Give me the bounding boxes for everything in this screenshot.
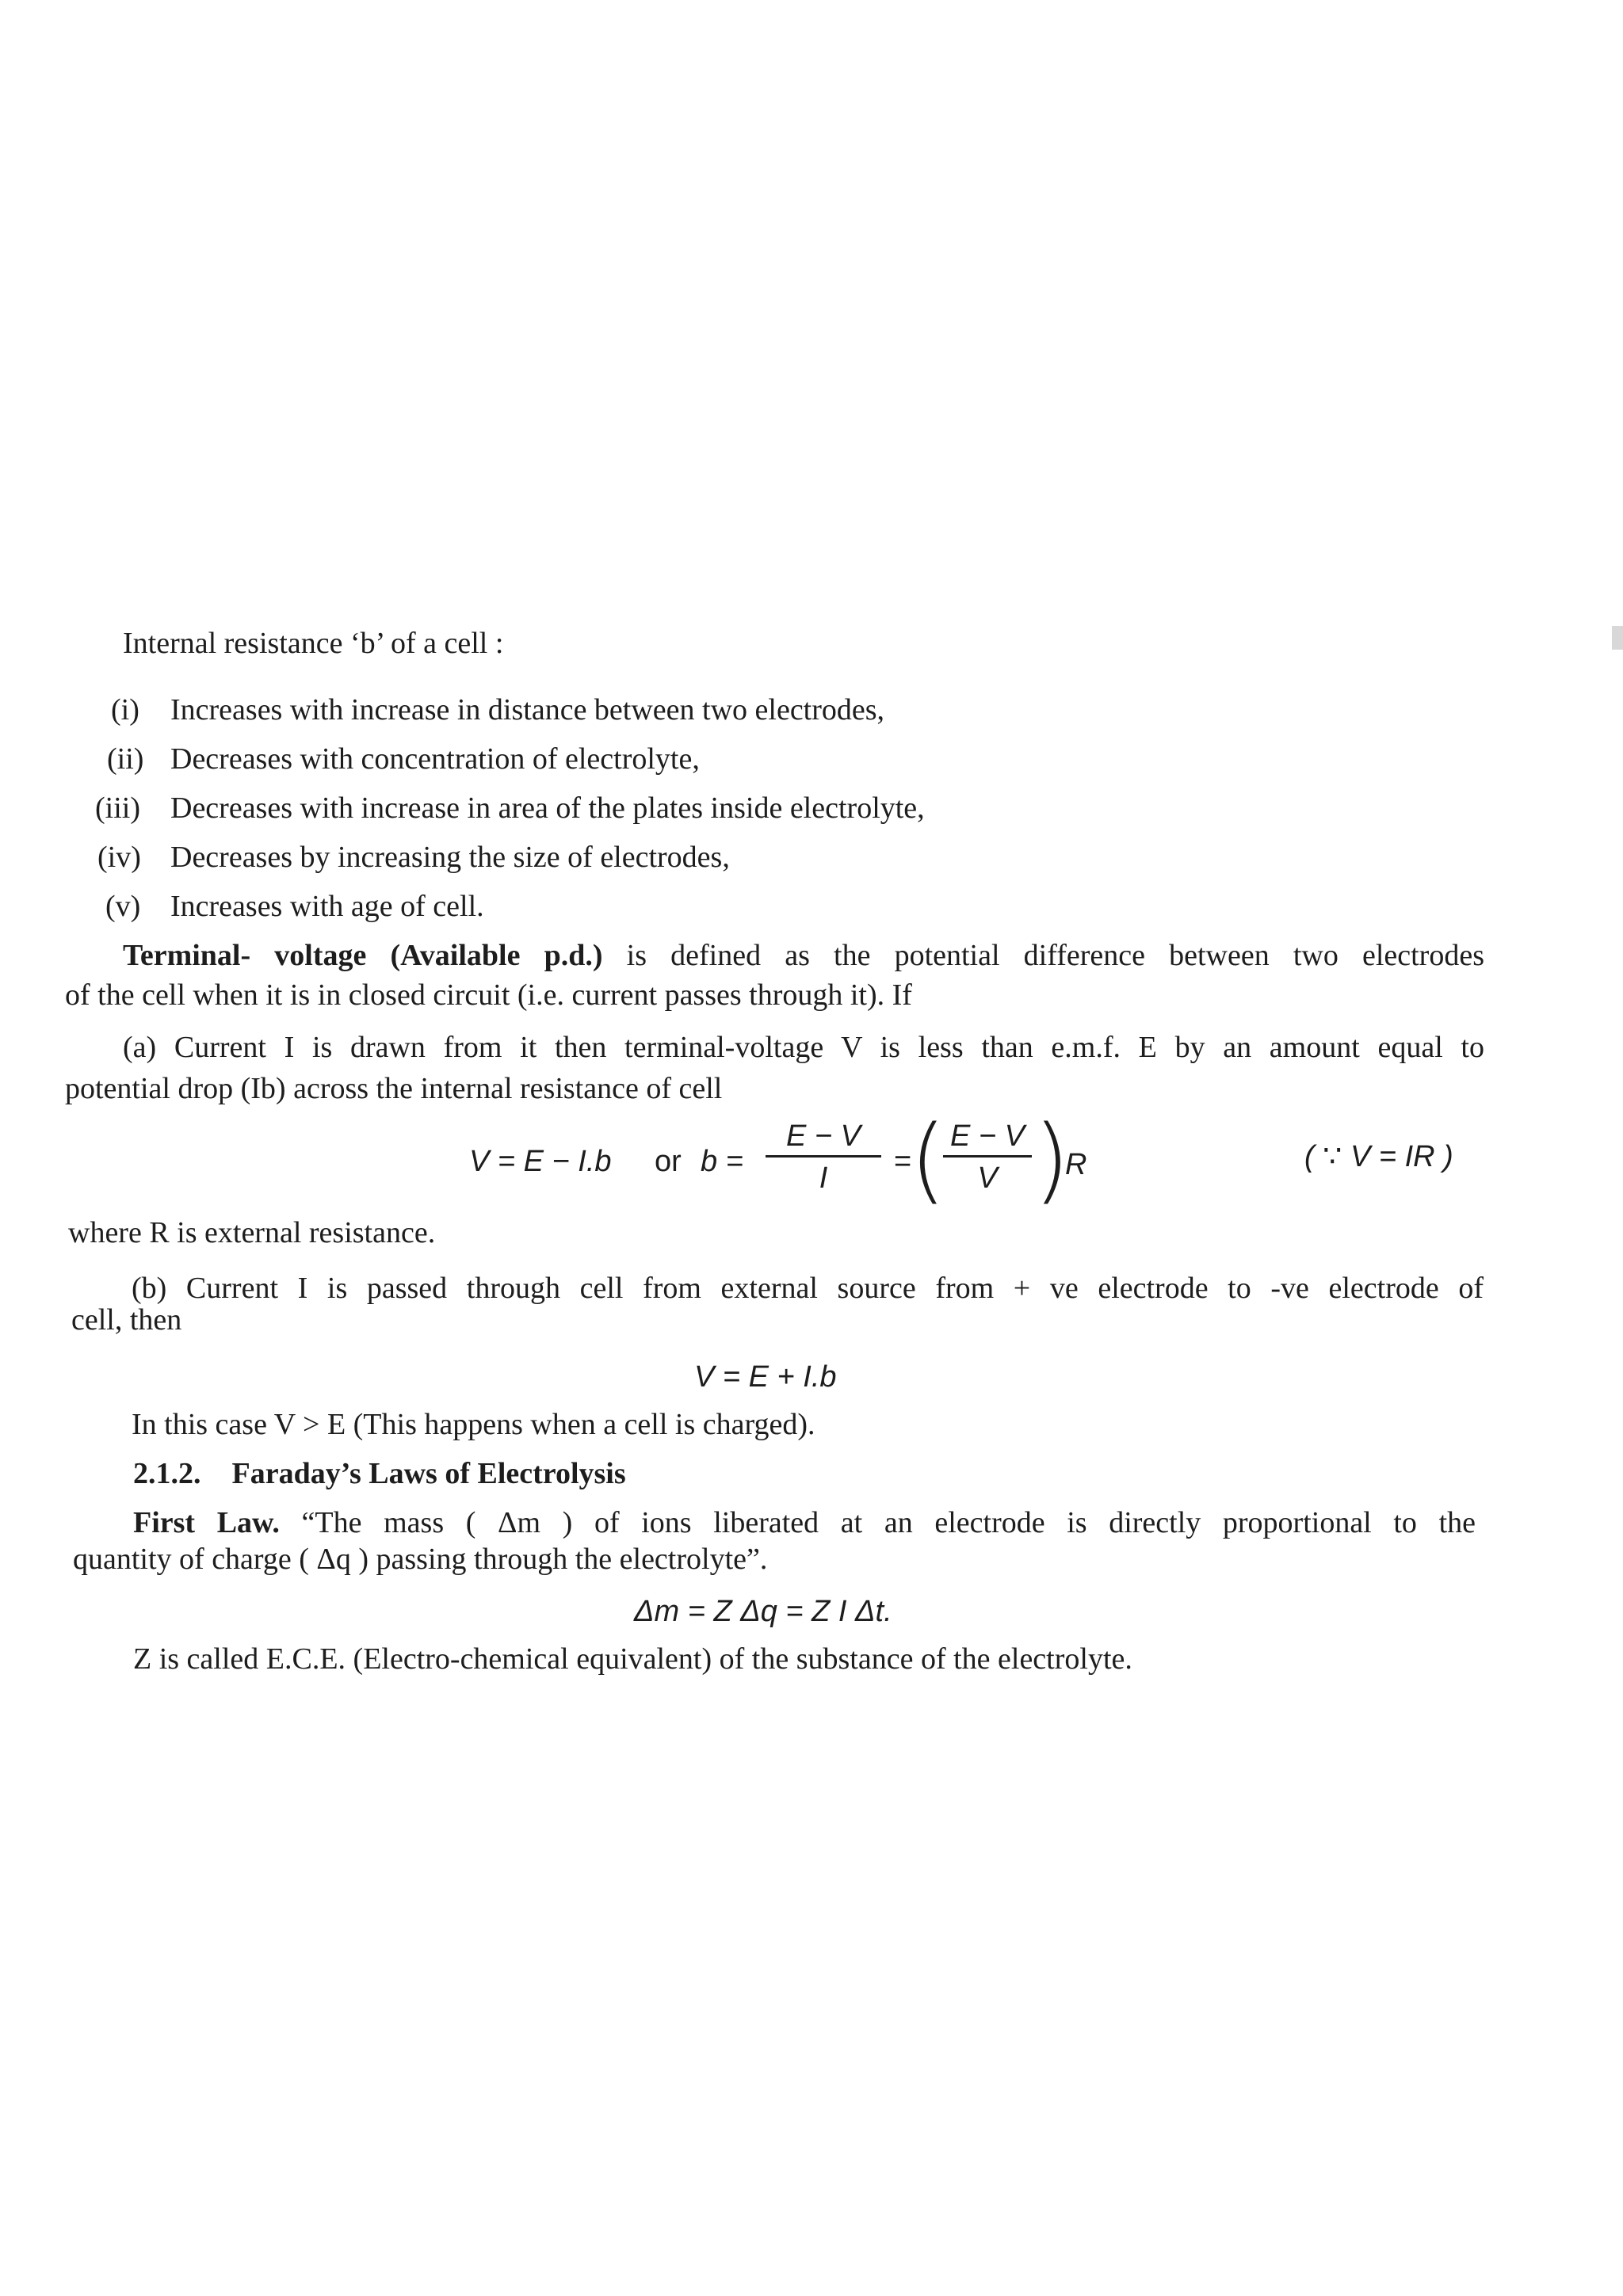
first-law-line-1	[133, 1504, 1476, 1542]
first-law-line-2: quantity of charge ( Δq ) passing through the electrolyte”.	[73, 1543, 768, 1576]
equation-lhs: V = E − I.b	[469, 1145, 612, 1178]
list-item-text: Increases with age of cell.	[170, 890, 484, 923]
list-item	[111, 691, 139, 729]
equation-note: ( ∵ V = IR )	[1304, 1140, 1453, 1173]
right-parenthesis: )	[1033, 1104, 1071, 1214]
section-heading	[133, 1455, 626, 1493]
list-item	[105, 887, 140, 925]
terminal-voltage-term: Terminal- voltage (Available p.d.)	[123, 939, 603, 972]
list-item-number: (v)	[105, 890, 141, 923]
list-item	[95, 789, 140, 827]
ece-definition: Z is called E.C.E. (Electro-chemical equivalent) of the substance of the electrolyte.	[133, 1642, 1132, 1676]
first-law-statement: “The mass ( Δm ) of ions liberated at an electrode is directly proportional to the	[301, 1506, 1476, 1539]
equation-or: or	[655, 1145, 682, 1178]
equation-equals: =	[894, 1145, 912, 1178]
fraction-numerator: E − V	[786, 1119, 861, 1153]
fraction-denominator: V	[977, 1161, 998, 1195]
fraction-e-minus-v-over-v	[943, 1119, 1032, 1196]
terminal-voltage-definition: is defined as the potential difference between two electrodes	[626, 939, 1484, 972]
terminal-voltage-line-1	[123, 936, 1484, 974]
list-item-number: (ii)	[107, 742, 144, 776]
equation-charging: V = E + I.b	[694, 1360, 837, 1394]
list-item-text: Increases with increase in distance between two electrodes,	[170, 693, 885, 727]
fraction-bar	[943, 1155, 1032, 1158]
scan-edge-mark	[1612, 626, 1623, 650]
list-item	[97, 838, 141, 876]
list-item-text: Decreases by increasing the size of electrodes,	[170, 841, 730, 874]
external-resistance-note: where R is external resistance.	[68, 1216, 436, 1249]
fraction-bar	[766, 1155, 881, 1158]
list-item-number: (iv)	[97, 841, 141, 874]
fraction-numerator: E − V	[950, 1119, 1025, 1153]
equation-b-equals: b =	[701, 1145, 743, 1178]
list-item-text: Decreases with concentration of electrolyte,	[170, 742, 700, 776]
section-number: 2.1.2.	[133, 1457, 201, 1490]
list-item	[107, 740, 143, 778]
case-b-line-1: (b) Current I is passed through cell from external source from + ve electrode to -ve electrode of	[132, 1272, 1484, 1305]
fraction-e-minus-v-over-i	[766, 1119, 881, 1196]
fraction-denominator: I	[819, 1161, 828, 1195]
left-parenthesis: (	[910, 1104, 947, 1214]
list-item-text: Decreases with increase in area of the plates inside electrolyte,	[170, 791, 925, 825]
list-item-number: (iii)	[95, 791, 140, 825]
equation-r: R	[1065, 1148, 1087, 1181]
case-a-line-2: potential drop (Ib) across the internal resistance of cell	[65, 1072, 723, 1105]
case-a-line-1: (a) Current I is drawn from it then terminal-voltage V is less than e.m.f. E by an amount equal to	[123, 1031, 1484, 1064]
section-title: Faraday’s Laws of Electrolysis	[231, 1457, 626, 1490]
intro-line: Internal resistance ‘b’ of a cell :	[123, 627, 504, 660]
terminal-voltage-line-2: of the cell when it is in closed circuit (i.e. current passes through it). If	[65, 978, 912, 1012]
equation-first-law: Δm = Z Δq = Z I Δt.	[634, 1595, 892, 1628]
first-law-label: First Law.	[133, 1506, 280, 1539]
charging-case-note: In this case V > E (This happens when a cell is charged).	[132, 1408, 815, 1441]
list-item-number: (i)	[111, 693, 139, 727]
case-b-line-2: cell, then	[71, 1303, 182, 1337]
